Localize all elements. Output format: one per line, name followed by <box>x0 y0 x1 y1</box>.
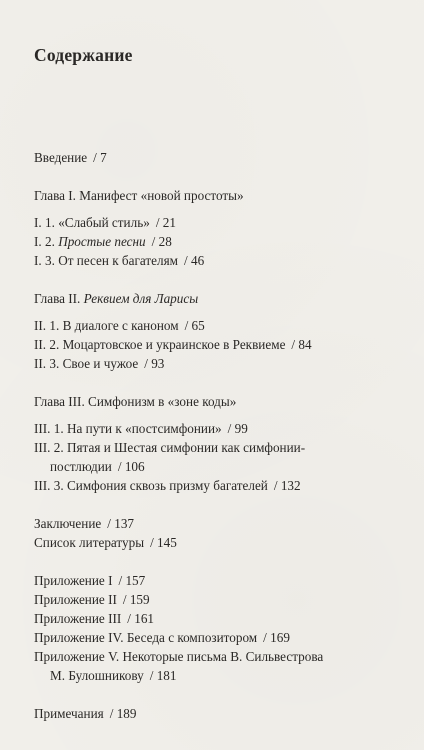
page-title: Содержание <box>34 45 133 65</box>
toc-entry-appendix-5[interactable] <box>34 647 394 666</box>
toc-entry-1-1[interactable] <box>34 213 394 232</box>
chapter-prefix: Глава I. <box>34 188 80 203</box>
table-of-contents <box>34 148 394 723</box>
toc-entry-label: Приложение I <box>34 573 113 588</box>
toc-entry-label: Пятая и Шестая симфонии как симфонии- <box>66 440 306 455</box>
toc-page-number: / 28 <box>152 234 172 249</box>
section-number: I. 3. <box>34 253 59 268</box>
toc-entry-appendix-4[interactable] <box>34 628 394 647</box>
toc-entry-2-3[interactable] <box>34 354 394 373</box>
toc-entry-label: Примечания <box>34 706 104 721</box>
spacer <box>34 205 394 213</box>
toc-entry-label: Введение <box>34 150 88 165</box>
toc-entry-1-2[interactable] <box>34 232 394 251</box>
toc-entry-1-3[interactable] <box>34 251 394 270</box>
toc-page-number: / 157 <box>118 573 145 588</box>
toc-page-number: / 145 <box>150 535 177 550</box>
toc-page-number: / 137 <box>107 516 134 531</box>
section-number: II. 1. <box>34 318 63 333</box>
chapter-prefix: Глава II. <box>34 291 84 306</box>
toc-entry-3-1[interactable] <box>34 419 394 438</box>
toc-entry-3-2-continued[interactable] <box>34 457 394 476</box>
toc-chapter-1[interactable] <box>34 186 394 205</box>
toc-entry-label: Приложение II <box>34 592 117 607</box>
toc-entry-label: М. Булошникову <box>50 668 144 683</box>
toc-page-number: / 181 <box>150 668 177 683</box>
toc-page-number: / 169 <box>263 630 290 645</box>
section-number: III. 1. <box>34 421 67 436</box>
spacer <box>34 270 394 289</box>
toc-entry-bibliography[interactable] <box>34 533 394 552</box>
toc-page-number: / 84 <box>291 337 311 352</box>
toc-entry-label: постлюдии <box>50 459 112 474</box>
toc-entry-label: Приложение V. Некоторые письма В. Сильвестрова <box>34 649 324 664</box>
toc-entry-appendix-2[interactable] <box>34 590 394 609</box>
toc-entry-appendix-3[interactable] <box>34 609 394 628</box>
spacer <box>34 495 394 514</box>
section-number: III. 2. <box>34 440 67 455</box>
section-number: III. 3. <box>34 478 67 493</box>
toc-page-number: / 7 <box>93 150 107 165</box>
spacer <box>34 308 394 316</box>
toc-entry-label: Заключение <box>34 516 102 531</box>
toc-page-number: / 106 <box>118 459 145 474</box>
toc-entry-conclusion[interactable] <box>34 514 394 533</box>
toc-entry-label: Приложение IV. Беседа с композитором <box>34 630 258 645</box>
toc-entry-label: В диалоге с каноном <box>62 318 179 333</box>
spacer <box>34 167 394 186</box>
toc-page-number: / 46 <box>184 253 204 268</box>
toc-page-number: / 21 <box>156 215 176 230</box>
section-number: II. 3. <box>34 356 63 371</box>
section-number: I. 2. <box>34 234 59 249</box>
toc-entry-label: Список литературы <box>34 535 145 550</box>
toc-page-number: / 99 <box>228 421 248 436</box>
toc-entry-2-2[interactable] <box>34 335 394 354</box>
toc-page-number: / 93 <box>144 356 164 371</box>
toc-entry-label: На пути к «постсимфонии» <box>66 421 222 436</box>
toc-entry-appendix-5-continued[interactable] <box>34 666 394 685</box>
chapter-title: Реквием для Ларисы <box>83 291 199 306</box>
chapter-title: Манифест «новой простоты» <box>79 188 244 203</box>
section-number: II. 2. <box>34 337 63 352</box>
spacer <box>34 685 394 704</box>
toc-entry-label: «Слабый стиль» <box>58 215 150 230</box>
toc-entry-label: Симфония сквозь призму багателей <box>66 478 268 493</box>
toc-chapter-3[interactable] <box>34 392 394 411</box>
toc-entry-appendix-1[interactable] <box>34 571 394 590</box>
toc-entry-intro[interactable] <box>34 148 394 167</box>
toc-entry-2-1[interactable] <box>34 316 394 335</box>
toc-entry-label: Свое и чужое <box>62 356 139 371</box>
chapter-title: Симфонизм в «зоне коды» <box>88 394 237 409</box>
toc-page-number: / 65 <box>185 318 205 333</box>
toc-entry-label: Приложение III <box>34 611 122 626</box>
spacer <box>34 411 394 419</box>
toc-entry-notes[interactable] <box>34 704 394 723</box>
toc-page-number: / 159 <box>123 592 150 607</box>
toc-entry-3-3[interactable] <box>34 476 394 495</box>
spacer <box>34 373 394 392</box>
toc-chapter-2[interactable] <box>34 289 394 308</box>
toc-entry-label: От песен к багателям <box>58 253 179 268</box>
toc-entry-label: Моцартовское и украинское в Реквиеме <box>62 337 286 352</box>
toc-entry-3-2[interactable] <box>34 438 394 457</box>
section-number: I. 1. <box>34 215 59 230</box>
toc-page-number: / 132 <box>274 478 301 493</box>
toc-page-number: / 161 <box>127 611 154 626</box>
toc-entry-label: Простые песни <box>58 234 146 249</box>
spacer <box>34 552 394 571</box>
toc-page-number: / 189 <box>110 706 137 721</box>
chapter-prefix: Глава III. <box>34 394 89 409</box>
